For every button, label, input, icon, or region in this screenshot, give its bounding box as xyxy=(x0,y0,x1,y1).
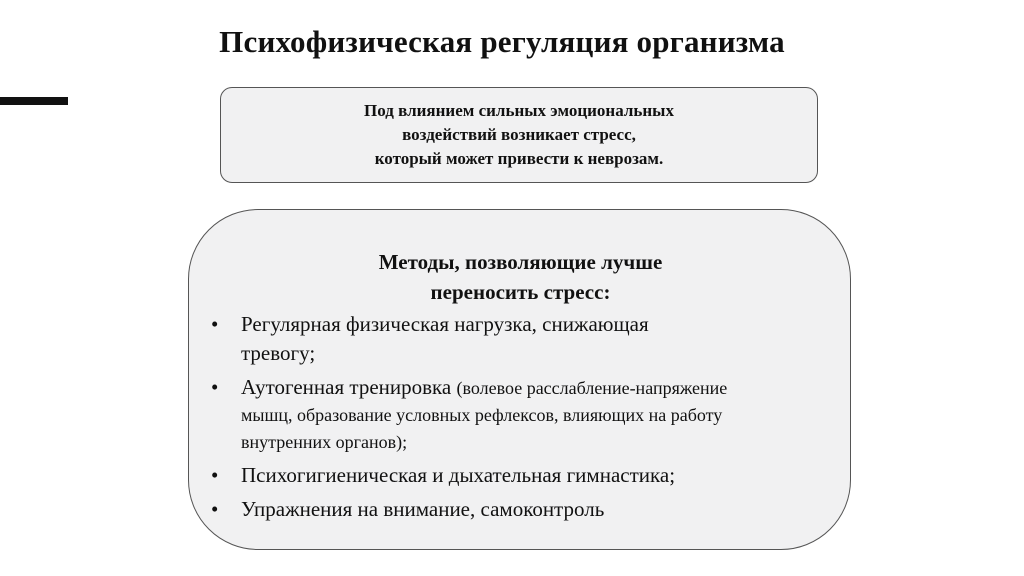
method-item-autogenic xyxy=(209,373,829,456)
method-text-line: Упражнения на внимание, самоконтроль xyxy=(241,497,605,521)
bullet-icon: • xyxy=(211,312,219,336)
methods-heading-line: Методы, позволяющие лучше xyxy=(378,250,663,274)
bullet-icon: • xyxy=(211,375,219,399)
method-text-line: Регулярная физическая нагрузка, снижающая xyxy=(241,312,649,336)
method-note: внутренних органов); xyxy=(241,432,408,452)
method-item-attention xyxy=(209,495,829,524)
bullet-icon: • xyxy=(211,497,219,521)
intro-line: Под влиянием сильных эмоциональных xyxy=(364,101,674,120)
intro-box xyxy=(220,87,818,183)
accent-bar xyxy=(0,97,68,105)
method-note: мышц, образование условных рефлексов, влияющих на работу xyxy=(241,405,723,425)
methods-heading-line: переносить стресс: xyxy=(430,280,611,304)
intro-line: воздействий возникает стресс, xyxy=(402,125,636,144)
methods-box xyxy=(188,209,851,550)
method-item-gymnastics xyxy=(209,461,829,490)
bullet-icon: • xyxy=(211,463,219,487)
method-text-line: тревогу; xyxy=(241,341,316,365)
slide-title: Психофизическая регуляция организма xyxy=(219,24,785,59)
method-text-line: Психогигиеническая и дыхательная гимнастика; xyxy=(241,463,676,487)
methods-list xyxy=(209,310,829,529)
methods-heading xyxy=(189,247,852,307)
intro-line: который может привести к неврозам. xyxy=(374,149,664,168)
method-note: (волевое расслабление-напряжение xyxy=(456,378,728,398)
method-item-exercise xyxy=(209,310,829,368)
method-main-text: Аутогенная тренировка xyxy=(241,375,452,399)
